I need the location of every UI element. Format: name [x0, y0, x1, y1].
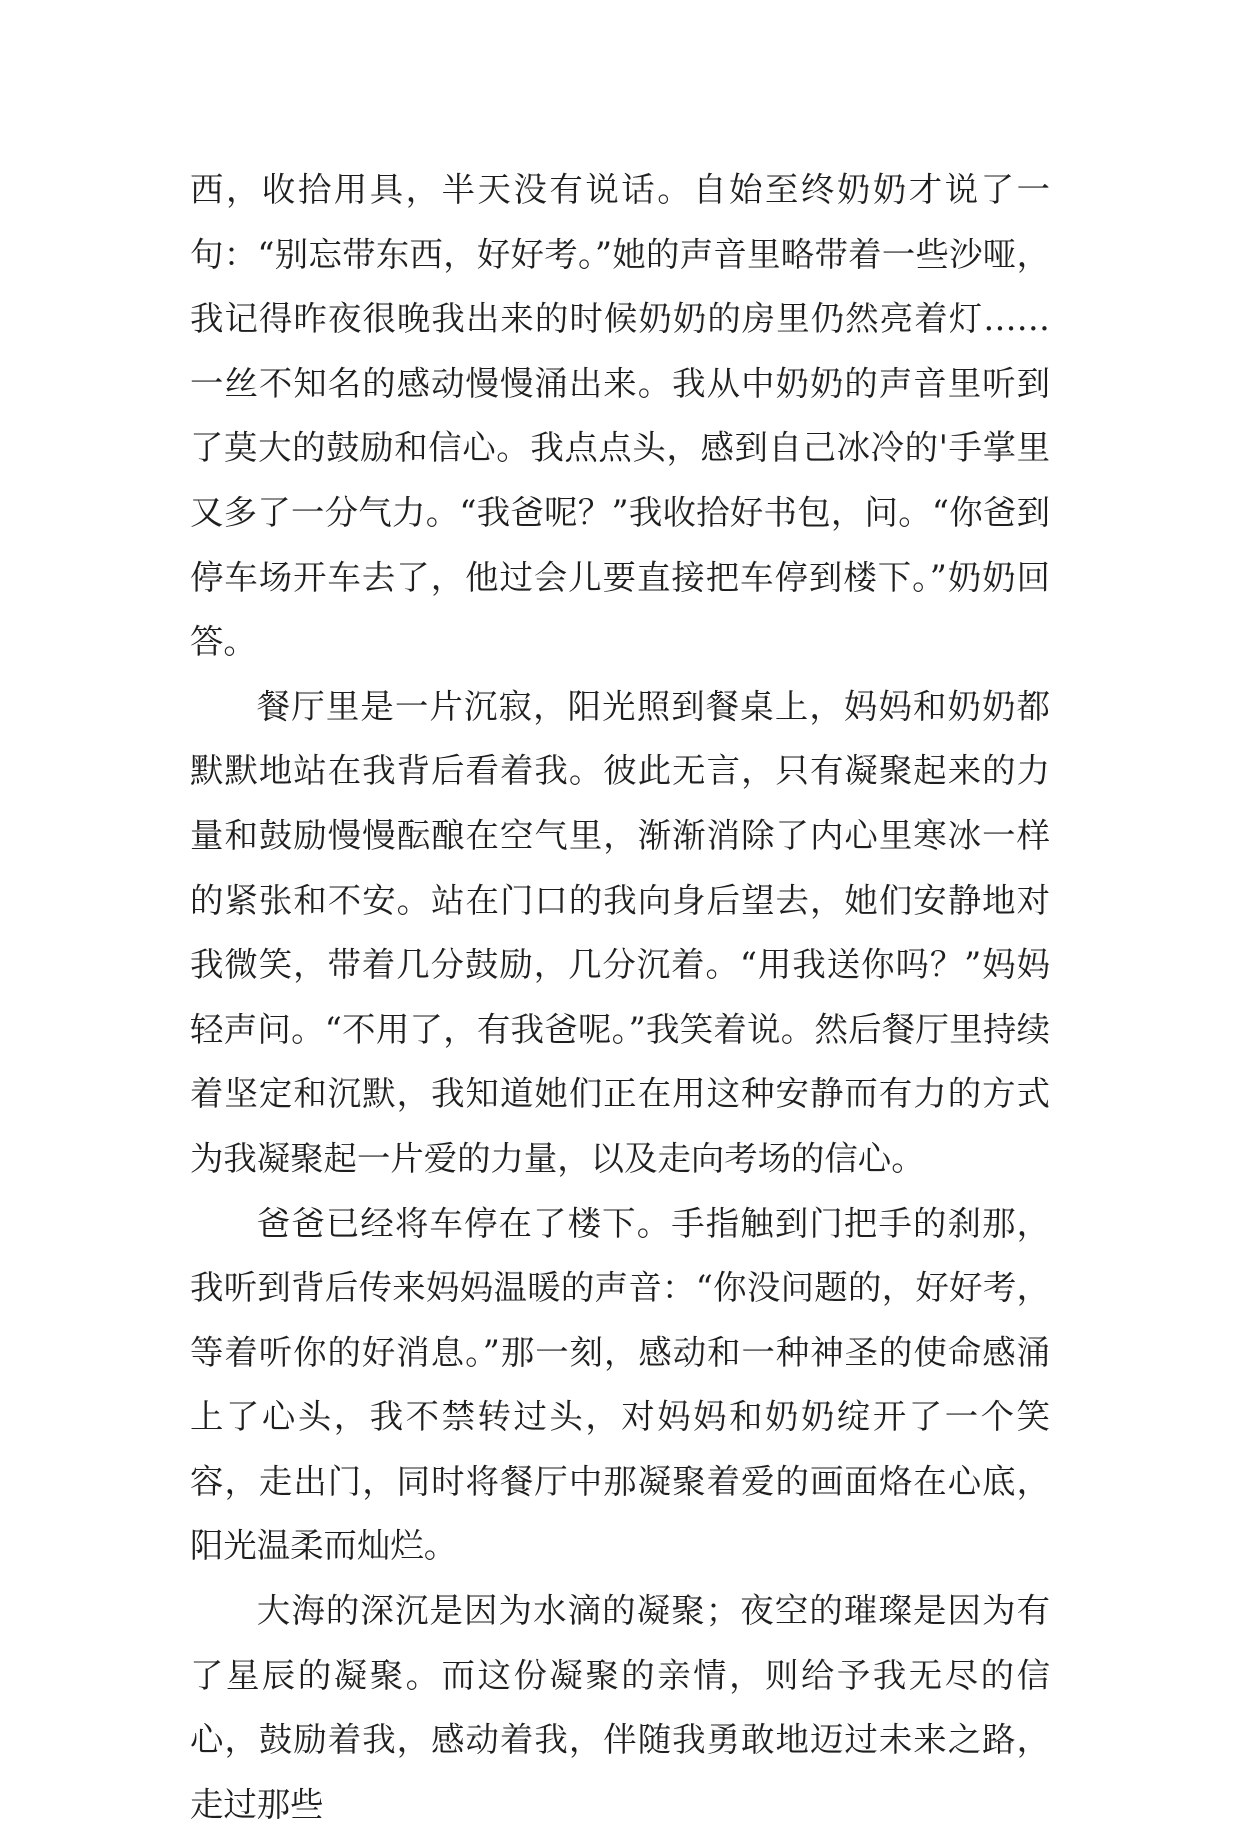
paragraph-1: 西，收拾用具，半天没有说话。自始至终奶奶才说了一句：“别忘带东西，好好考。”她的声音里略带着一些沙哑，我记得昨夜很晚我出来的时候奶奶的房里仍然亮着灯……一丝不知名的感动慢慢涌出来。我从中奶奶的声音里听到了莫大的鼓励和信心。我点点头，感到自己冰冷的'手掌里又多了一分气力。“我爸呢？”我收拾好书包，问。“你爸到停车场开车去了，他过会儿要直接把车停到楼下。”奶奶回答。 [190, 170, 1050, 662]
document-body [190, 158, 1050, 1837]
paragraph-3: 爸爸已经将车停在了楼下。手指触到门把手的刹那，我听到背后传来妈妈温暖的声音：“你没问题的，好好考，等着听你的好消息。”那一刻，感动和一种神圣的使命感涌上了心头，我不禁转过头，对妈妈和奶奶绽开了一个笑容，走出门，同时将餐厅中那凝聚着爱的画面烙在心底，阳光温柔而灿烂。 [190, 1203, 1050, 1566]
paragraph-2: 餐厅里是一片沉寂，阳光照到餐桌上，妈妈和奶奶都默默地站在我背后看着我。彼此无言，只有凝聚起来的力量和鼓励慢慢酝酿在空气里，渐渐消除了内心里寒冰一样的紧张和不安。站在门口的我向身后望去，她们安静地对我微笑，带着几分鼓励，几分沉着。“用我送你吗？”妈妈轻声问。“不用了，有我爸呢。”我笑着说。然后餐厅里持续着坚定和沉默，我知道她们正在用这种安静而有力的方式为我凝聚起一片爱的力量，以及走向考场的信心。 [190, 686, 1050, 1178]
paragraph-4: 大海的深沉是因为水滴的凝聚；夜空的璀璨是因为有了星辰的凝聚。而这份凝聚的亲情，则给予我无尽的信心，鼓励着我，感动着我，伴随我勇敢地迈过未来之路，走过那些 [190, 1591, 1050, 1824]
